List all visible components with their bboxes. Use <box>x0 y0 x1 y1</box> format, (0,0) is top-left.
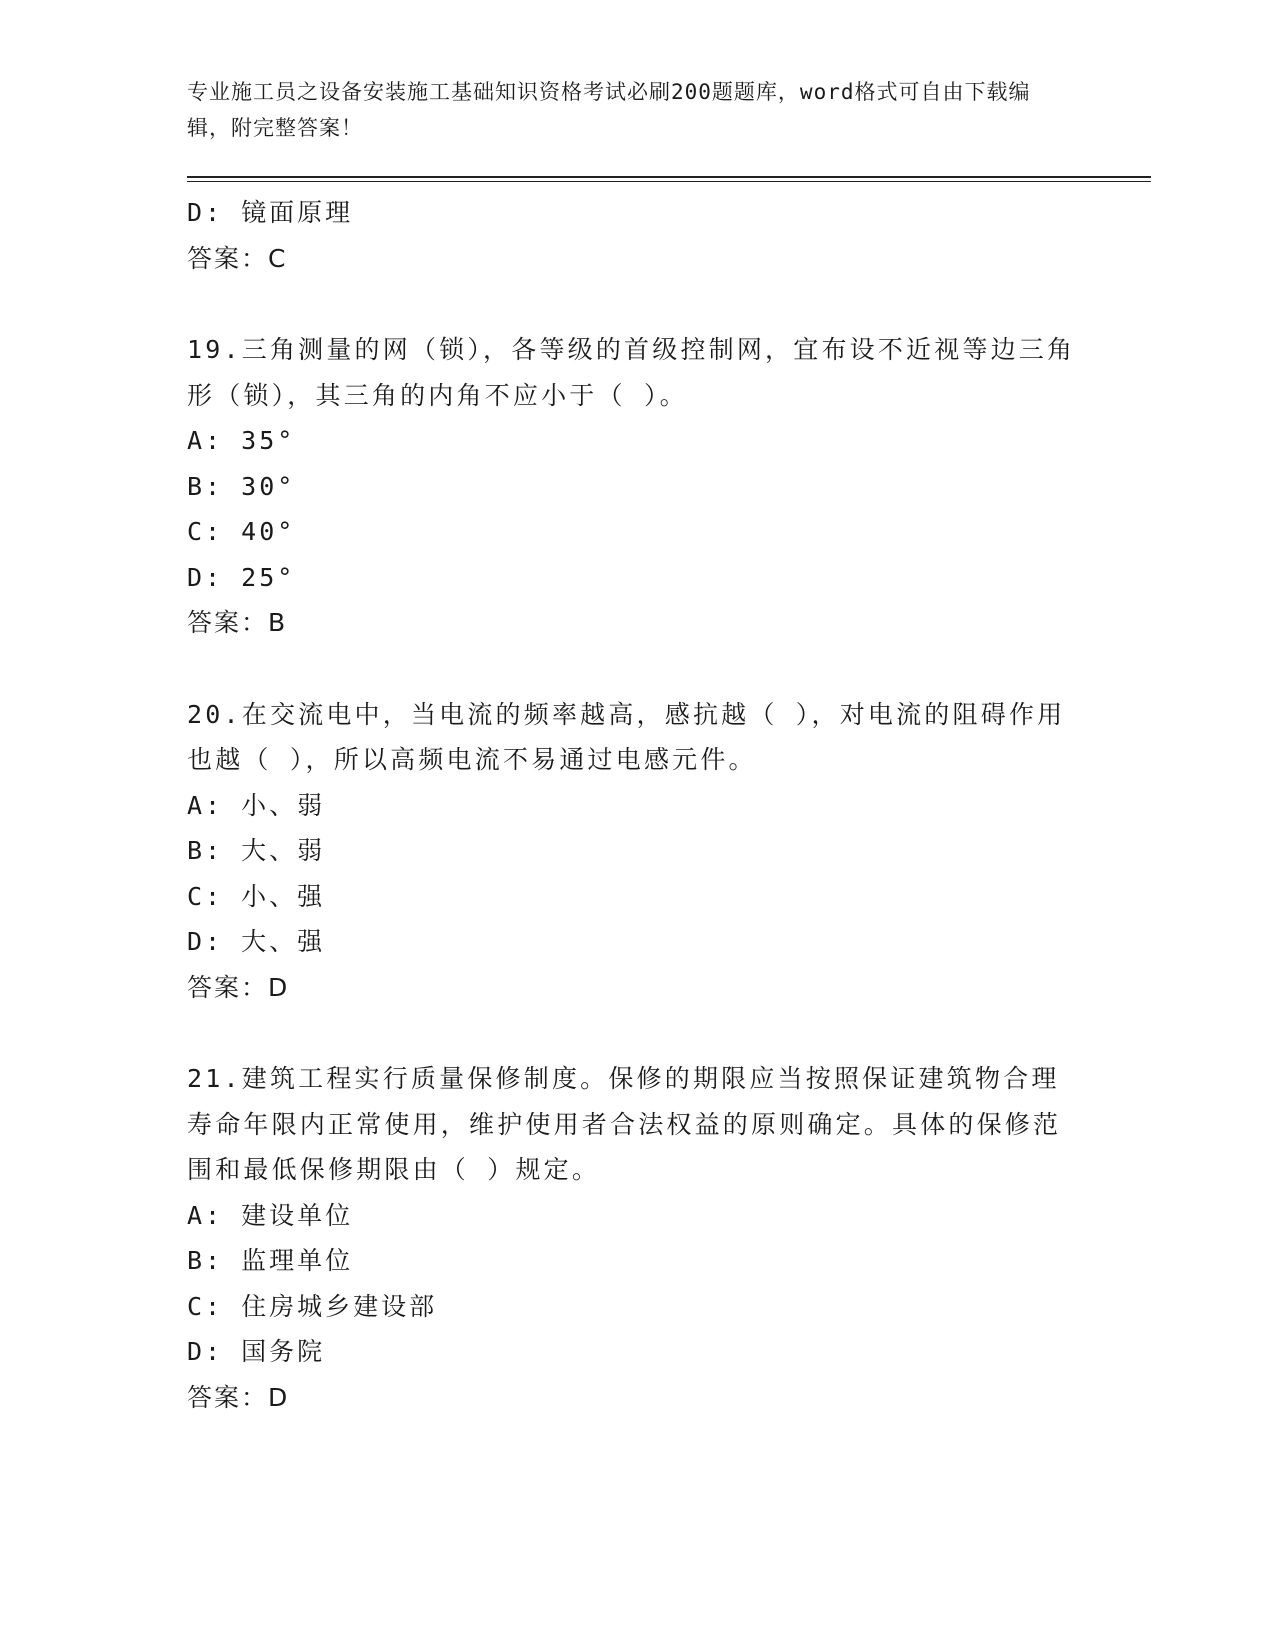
option-d: D: 大、强 <box>187 927 326 956</box>
document-body <box>187 190 1087 1420</box>
answer-line: 答案：C <box>187 243 288 273</box>
question-21 <box>187 1056 1087 1420</box>
question-spacer <box>187 1010 1087 1056</box>
header-divider <box>187 176 1151 182</box>
question-19 <box>187 327 1087 646</box>
option-c: C: 小、强 <box>187 881 326 911</box>
question-text: 21.建筑工程实行质量保修制度。保修的期限应当按照保证建筑物合理寿命年限内正常使用，维护使用者合法权益的原则确定。具体的保修范围和最低保修期限由（ ）规定。 <box>187 1064 1062 1184</box>
question-spacer <box>187 646 1087 692</box>
option-a: A: 小、弱 <box>187 790 326 820</box>
option-d: D: 镜面原理 <box>187 198 354 227</box>
option-d: D: 国务院 <box>187 1337 326 1366</box>
option-b: B: 30° <box>187 471 296 501</box>
option-d: D: 25° <box>187 562 296 592</box>
option-b: B: 监理单位 <box>187 1246 354 1275</box>
answer-line: 答案：D <box>187 1382 290 1412</box>
question-spacer <box>187 281 1087 327</box>
option-a: A: 建设单位 <box>187 1200 354 1230</box>
option-b: B: 大、弱 <box>187 836 326 865</box>
question-text: 20.在交流电中，当电流的频率越高，感抗越（ ），对电流的阻碍作用也越（ ），所以高频电流不易通过电感元件。 <box>187 699 1066 774</box>
page-header-title: 专业施工员之设备安装施工基础知识资格考试必刷200题题库，word格式可自由下载编辑，附完整答案！ <box>187 80 1031 140</box>
previous-question-tail <box>187 190 1087 281</box>
option-c: C: 40° <box>187 517 296 546</box>
option-a: A: 35° <box>187 426 296 455</box>
question-text: 19.三角测量的网（锁），各等级的首级控制网，宜布设不近视等边三角形（锁），其三角的内角不应小于（ ）。 <box>187 335 1076 410</box>
option-c: C: 住房城乡建设部 <box>187 1291 438 1321</box>
question-20 <box>187 692 1087 1011</box>
answer-line: 答案：D <box>187 972 290 1002</box>
answer-line: 答案：B <box>187 608 288 637</box>
